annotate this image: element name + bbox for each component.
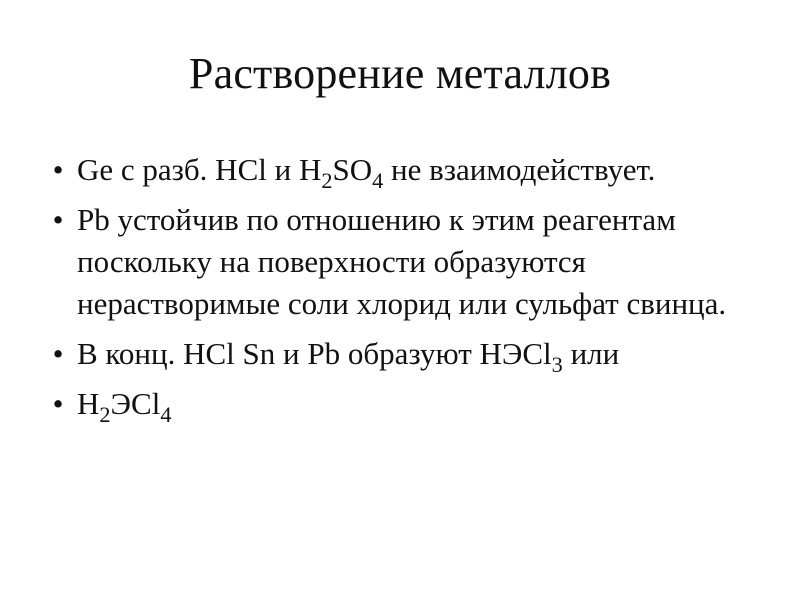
bullet-icon: • <box>52 336 64 371</box>
bullet-text-2: Pb устойчив по отношению к этим реагентам поскольку на поверхности образуются нерастворимые соли хлорид или сульфат свинца. <box>77 202 727 321</box>
bullet-icon: • <box>52 202 64 237</box>
bullet-item-2 <box>48 199 748 325</box>
bullet-item-4 <box>48 383 748 425</box>
bullet-item-3 <box>48 333 748 375</box>
bullet-icon: • <box>52 152 64 187</box>
bullet-icon: • <box>52 386 64 421</box>
bullet-text-4: $H_2ЭCl_4$ <box>77 386 172 427</box>
bullet-text-3: В конц. HCl Sn и Pb образуют НЭCl$_3$ или <box>77 336 620 377</box>
bullet-text-1: Ge с разб. HCl и $H_2SO_4$ не взаимодействует. <box>77 152 656 193</box>
slide-title: Растворение металлов <box>188 49 612 98</box>
bullet-item-1 <box>48 149 748 191</box>
bullet-list <box>48 149 748 433</box>
